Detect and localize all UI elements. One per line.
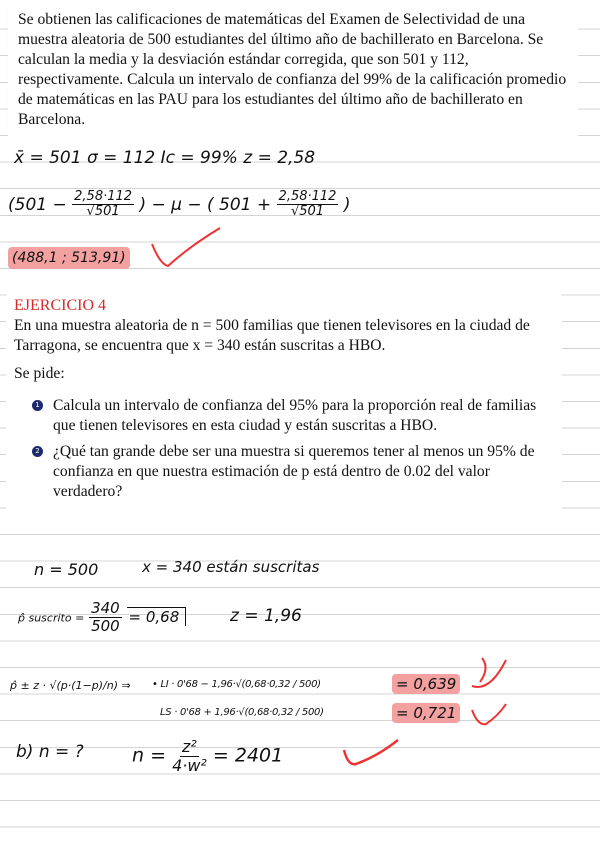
handwritten-n: n = 500 [34,560,99,579]
fraction-numerator: 340 [91,599,120,617]
handwritten-proportion-formula: p̂ ± z · √(p·(1−p)/n) ⇒ [10,679,131,692]
checkmark-icon [150,226,225,271]
formula-right-fraction [277,190,339,220]
formula-middle: ) − μ − ( [139,194,214,215]
phat-label: p̂ suscrito = [18,611,85,625]
formula-left-open: (501 − [8,194,67,215]
highlighted-lower-value: = 0,639 [392,674,460,694]
item-text: ¿Qué tan grande debe ser una muestra si queremos tener al menos un 95% de confianza en que nuestra estimación de p está dentro de 0.02 del valor verdadero? [53,443,535,500]
handwritten-x: x = 340 están suscritas [142,558,320,576]
checkmark-icon [342,738,402,768]
handwritten-interval-formula [8,190,350,220]
fraction-denominator: √501 [86,204,120,220]
handwritten-z: z = 1,96 [230,606,302,626]
phat-value: = 0,68 [127,607,187,626]
sample-size-lhs: n = [132,744,167,767]
highlighted-answer: (488,1 ; 513,91) [8,247,130,269]
exercise-item [14,396,554,436]
handwritten-upper-limit: LS · 0'68 + 1,96·√(0,68·0,32 / 500) [160,707,324,718]
exercise-intro: En una muestra aleatoria de n = 500 familias que tienen televisores en la ciudad de Tarragona, se encuentra que x = 340 están suscritas a HBO. [14,317,530,354]
numbered-bullet-icon: 1 [32,400,43,411]
sample-size-fraction [172,738,207,774]
item-text: Calcula un intervalo de confianza del 95% para la proporción real de familias que tienen televisores en esta ciudad y están suscritas a HBO. [53,397,537,434]
checkmark-icon [470,656,510,696]
formula-right-start: 501 + [219,194,272,215]
exercise-item [14,442,554,502]
fraction-denominator: 4·w² [172,755,207,775]
exercise-title: EJERCICIO 4 [14,297,106,314]
handwritten-sample-size [132,738,283,774]
fraction-numerator: 2,58·112 [278,189,337,204]
fraction-denominator: 500 [91,616,120,635]
handwritten-givens: x̄ = 501 σ = 112 Ic = 99% z = 2,58 [14,148,316,168]
handwritten-part-b: b) n = ? [16,742,84,762]
highlighted-upper-value: = 0,721 [392,703,460,723]
phat-fraction [89,600,122,634]
handwritten-phat [18,600,186,634]
fraction-numerator: 2,58·112 [74,189,133,204]
numbered-bullet-icon: 2 [32,446,43,457]
exercise-4-statement [6,294,562,514]
problem-3-text: Se obtienen las calificaciones de matemáticas del Examen de Selectividad de una muestra aleatoria de 500 estudiantes del último año de bachillerato en Barcelona. Se calculan la media y la desviación estándar corregida, que son 501 y 112, respectivamente. Calcula un intervalo de confianza del 99% de la calificación promedio de matemáticas en las PAU para los estudiantes del último año de bachillerato en Barcelona. [18,11,567,128]
checkmark-icon [470,700,510,730]
exercise-ask: Se pide: [14,365,65,382]
formula-right-close: ) [343,194,351,215]
problem-3-statement [8,6,578,138]
fraction-numerator: z² [182,737,197,756]
handwritten-lower-limit: • LI · 0'68 − 1,96·√(0,68·0,32 / 500) [152,679,321,690]
sample-size-value: = 2401 [212,744,284,767]
fraction-denominator: √501 [290,204,325,220]
formula-left-fraction [72,190,134,220]
